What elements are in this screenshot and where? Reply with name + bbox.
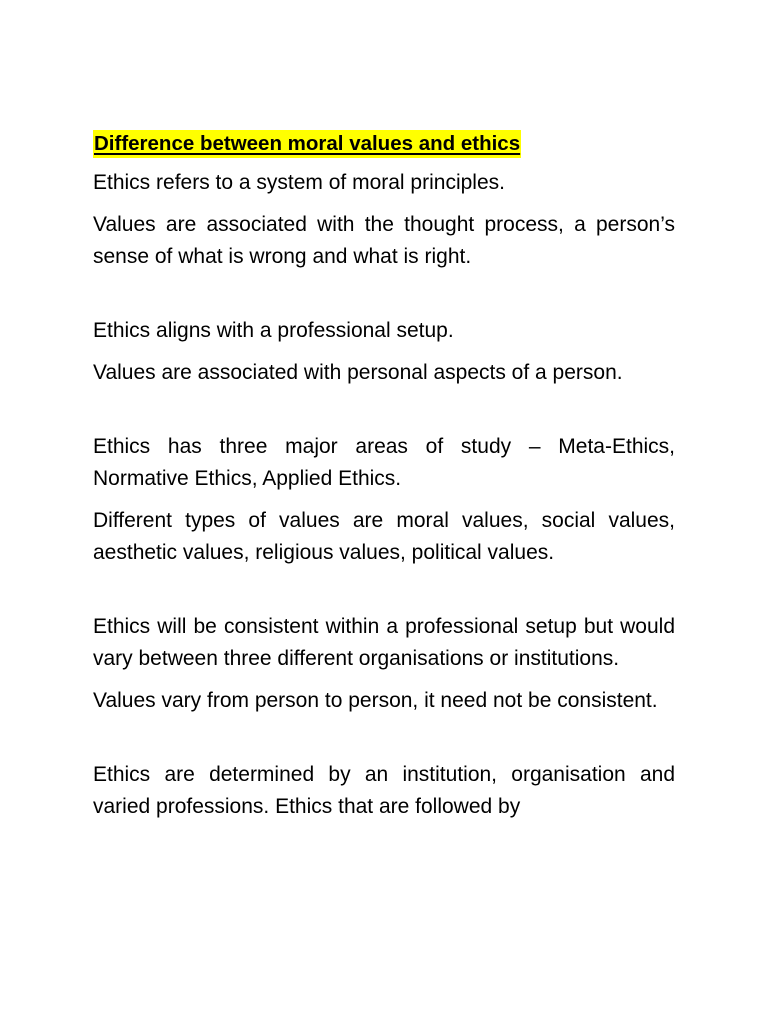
paragraph-ethics-determined: Ethics are determined by an institution, organisation and varied professions. Ethics that are followed by [93,763,675,818]
paragraph-values-variation: Values vary from person to person, it need not be consistent. [93,689,658,712]
paragraph-ethics-consistency: Ethics will be consistent within a professional setup but would vary between three different organisations or institutions. [93,615,675,670]
document-page [93,130,675,833]
paragraph-ethics-areas: Ethics has three major areas of study – Meta-Ethics, Normative Ethics, Applied Ethics. [93,435,675,490]
paragraph-values-personal: Values are associated with personal aspects of a person. [93,361,623,384]
paragraph-ethics-professional: Ethics aligns with a professional setup. [93,319,454,342]
document-heading: Difference between moral values and ethics [93,130,521,158]
paragraph-values-definition: Values are associated with the thought process, a person’s sense of what is wrong and what is right. [93,213,675,268]
paragraph-ethics-definition: Ethics refers to a system of moral principles. [93,171,505,194]
paragraph-values-types: Different types of values are moral values, social values, aesthetic values, religious values, political values. [93,509,675,564]
